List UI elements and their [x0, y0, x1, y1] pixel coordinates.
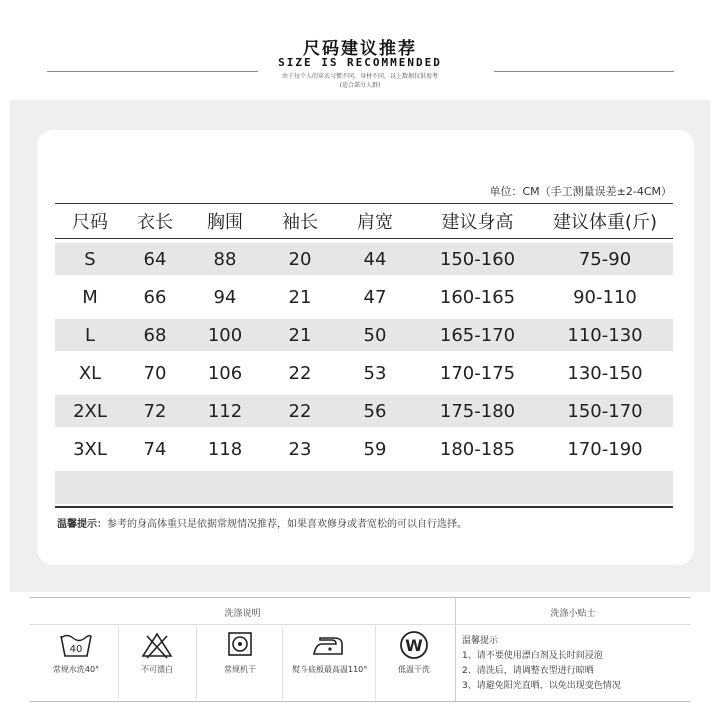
care-col-divider: [196, 626, 197, 700]
cell-weight: 130-150: [567, 362, 643, 384]
cell-sleeve: 20: [288, 248, 312, 270]
col-header-weight: 建议体重(斤): [552, 212, 658, 233]
care-tip-line: 2、清洗后，请调整衣型进行晾晒: [462, 666, 594, 676]
cell-length: 72: [143, 400, 167, 422]
care-bottom-rule: [30, 701, 690, 702]
header-rule-left: [47, 71, 258, 72]
wet-clean-glyph: W: [405, 636, 423, 655]
header-note-2: (适合部分人群): [339, 82, 381, 89]
care-tip-line: 3、请避免阳光直晒，以免出现变色情况: [462, 681, 621, 691]
cell-size: L: [84, 324, 96, 346]
cell-size: XL: [78, 362, 102, 384]
header-note-1: 由于每个人的穿衣习惯不同，身材不同，以上数据仅供参考: [281, 73, 438, 80]
iron-icon: [308, 630, 348, 660]
cell-sleeve: 22: [288, 362, 312, 384]
cell-chest: 88: [213, 248, 237, 270]
table-row-empty: [55, 471, 673, 504]
cell-height: 175-180: [439, 400, 516, 422]
care-label-wash: 常规水洗40°: [52, 665, 100, 674]
col-header-sleeve: 袖长: [282, 212, 318, 233]
care-tips-title: 温馨提示: [462, 636, 499, 646]
col-header-size: 尺码: [72, 212, 108, 233]
size-tip-text: 参考的身高体重只是依据常规情况推荐，如果喜欢修身或者宽松的可以自行选择。: [107, 519, 467, 530]
table-top-rule: [55, 203, 673, 204]
no-bleach-icon: [139, 630, 175, 660]
wet-clean-icon: [396, 630, 432, 660]
cell-shoulder: 53: [363, 362, 387, 384]
cell-height: 170-175: [439, 362, 516, 384]
care-col-divider: [375, 626, 376, 700]
table-row: [55, 433, 673, 465]
care-tips-heading: 洗涤小贴士: [550, 609, 596, 619]
tumble-dry-icon: [222, 630, 258, 660]
table-row: [55, 243, 673, 275]
cell-chest: 100: [207, 324, 243, 346]
care-label-iron: 熨斗底板最高温110°: [292, 665, 368, 674]
cell-size: M: [82, 286, 98, 308]
cell-shoulder: 47: [363, 286, 387, 308]
header-rule-right: [494, 71, 674, 72]
page-subtitle: SIZE IS RECOMMENDED: [278, 56, 442, 69]
cell-height: 165-170: [439, 324, 516, 346]
care-heading: 洗涤说明: [224, 609, 261, 619]
cell-chest: 106: [207, 362, 243, 384]
cell-weight: 75-90: [578, 248, 632, 270]
col-header-length: 衣长: [137, 212, 173, 233]
care-mid-rule: [30, 624, 690, 625]
table-header-row: [55, 207, 673, 235]
wash-40-icon: [58, 630, 94, 660]
table-header-rule: [55, 238, 673, 239]
col-header-height: 建议身高: [441, 212, 514, 233]
col-header-shoulder: 肩宽: [357, 212, 393, 233]
care-tips: [462, 634, 621, 694]
cell-height: 160-165: [439, 286, 516, 308]
care-item-dry: [204, 630, 276, 675]
table-row: [55, 319, 673, 351]
cell-size: 3XL: [73, 438, 107, 460]
cell-length: 66: [143, 286, 167, 308]
care-tip-line: 1、请不要使用漂白剂及长时间浸泡: [462, 651, 603, 661]
size-tip-label: 温馨提示：: [57, 519, 107, 530]
care-item-wetclean: [378, 630, 450, 675]
col-header-chest: 胸围: [207, 212, 243, 233]
cell-shoulder: 56: [363, 400, 387, 422]
care-label-dry: 常规机干: [224, 665, 256, 674]
care-divider: [455, 598, 456, 702]
care-label-wetclean: 低温干洗: [398, 665, 430, 674]
care-item-wash: [40, 630, 112, 675]
care-item-bleach: [121, 630, 193, 675]
cell-size: 2XL: [73, 400, 107, 422]
cell-sleeve: 23: [288, 438, 312, 460]
cell-weight: 170-190: [567, 438, 643, 460]
care-col-divider: [282, 626, 283, 700]
page-title: 尺码建议推荐: [303, 39, 417, 59]
cell-chest: 94: [213, 286, 237, 308]
cell-sleeve: 22: [288, 400, 312, 422]
cell-weight: 150-170: [567, 400, 643, 422]
care-item-iron: [292, 630, 368, 675]
cell-length: 70: [143, 362, 167, 384]
size-tip: [57, 515, 467, 530]
care-col-divider: [118, 626, 119, 700]
care-top-rule: [30, 597, 690, 598]
cell-chest: 118: [207, 438, 243, 460]
cell-length: 68: [143, 324, 167, 346]
cell-weight: 110-130: [567, 324, 643, 346]
table-row: [55, 357, 673, 389]
cell-height: 180-185: [439, 438, 516, 460]
cell-weight: 90-110: [573, 286, 637, 308]
cell-length: 64: [143, 248, 167, 270]
cell-sleeve: 21: [288, 286, 312, 308]
table-row: [55, 395, 673, 427]
cell-shoulder: 59: [363, 438, 387, 460]
cell-length: 74: [143, 438, 167, 460]
cell-shoulder: 50: [363, 324, 387, 346]
wash-temp: 40: [69, 644, 83, 655]
cell-height: 150-160: [439, 248, 516, 270]
unit-note: 单位：CM（手工测量误差±2-4CM）: [489, 185, 672, 198]
cell-size: S: [84, 248, 96, 270]
cell-shoulder: 44: [363, 248, 387, 270]
cell-chest: 112: [207, 400, 243, 422]
care-label-bleach: 不可漂白: [141, 665, 173, 674]
table-row: [55, 281, 673, 313]
cell-sleeve: 21: [288, 324, 312, 346]
table-bottom-rule: [55, 506, 673, 508]
